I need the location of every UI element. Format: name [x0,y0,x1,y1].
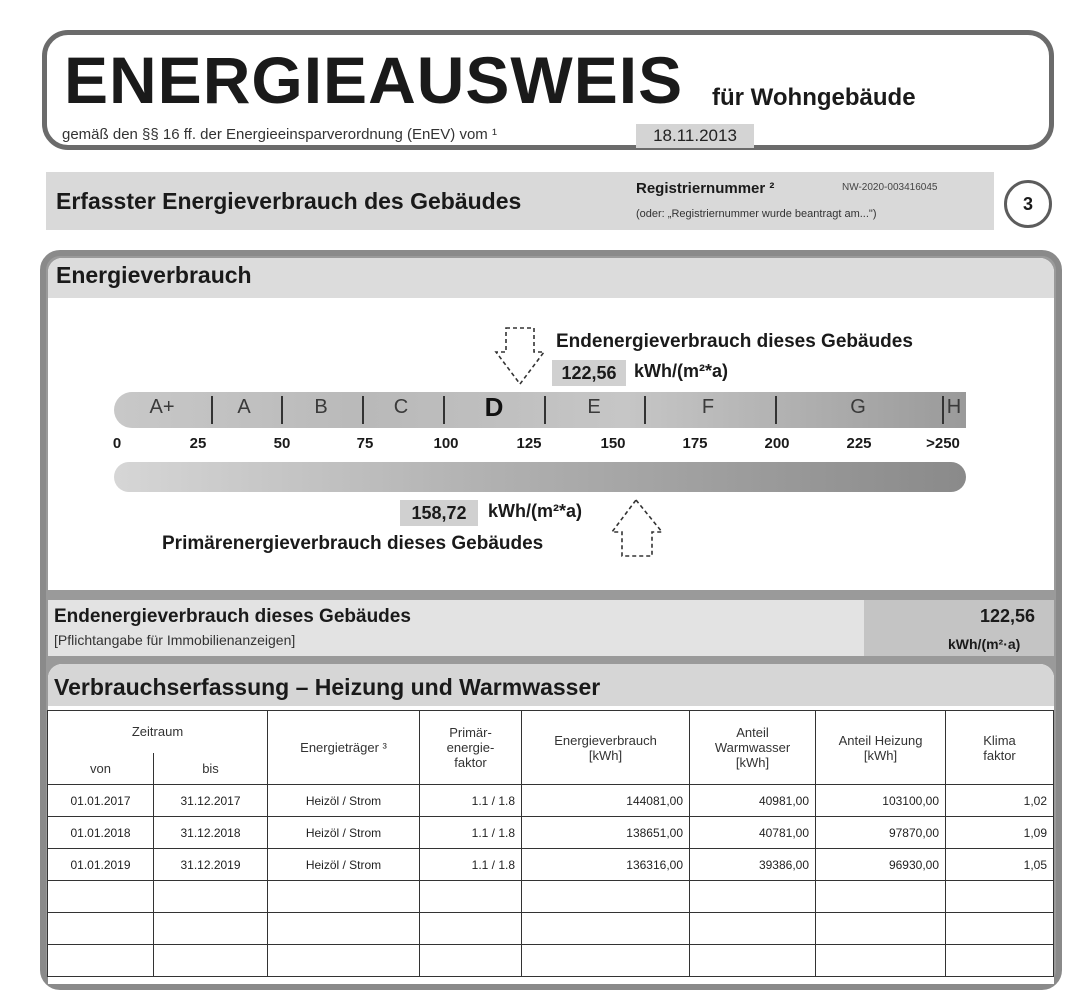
table-row [48,785,1054,817]
class-c: C [393,396,409,418]
consumption-title: Verbrauchserfassung – Heizung und Warmwasser [54,674,601,700]
class-h: H [946,396,962,418]
primary-energy-value: 158,72 [400,500,478,526]
primary-energy-label: Primärenergieverbrauch dieses Gebäudes [162,533,544,554]
end-energy-label: Endenergieverbrauch dieses Gebäudes [556,331,913,352]
primary-energy-unit: kWh/(m²*a) [488,501,582,521]
primary-energy-bar [114,462,966,492]
end-arrow-icon [494,326,546,388]
document-subtitle: für Wohngebäude [712,84,916,111]
empty-table-row [48,913,1054,945]
end-energy-unit: kWh/(m²*a) [634,361,728,381]
class-e: E [587,396,601,418]
scale-tick: 175 [682,435,708,452]
class-a: A [237,396,251,418]
header-zeitraum: Zeitraum [48,711,268,753]
scale-tick: 75 [356,435,374,452]
cell-traeger: Heizöl / Strom [268,849,420,881]
cell-verbrauch: 144081,00 [522,785,690,817]
mandatory-info-value: 122,56 [980,606,1036,626]
cell-klima: 1,09 [946,817,1054,849]
scale-tick: 100 [433,435,459,452]
cell-heizung: 96930,00 [816,849,946,881]
scale-tick: 225 [846,435,872,452]
scale-divider [211,396,213,424]
primary-arrow-icon [610,498,666,560]
cell-bis: 31.12.2017 [154,785,268,817]
header-bis: bis [154,753,268,785]
registration-note: (oder: „Registriernummer wurde beantragt am...") [636,208,877,220]
registration-label: Registriernummer ² [636,180,775,197]
scale-divider [544,396,546,424]
law-date: 18.11.2013 [636,124,754,148]
cell-verbrauch: 136316,00 [522,849,690,881]
header-warmwasser: Anteil Warmwasser [kWh] [690,711,816,785]
class-a-plus: A+ [149,396,175,418]
scale-divider [644,396,646,424]
scale-tick: 200 [764,435,790,452]
scale-tick: 25 [189,435,207,452]
scale-tick: 0 [112,435,122,452]
cell-warmwasser: 39386,00 [690,849,816,881]
header-energieverbrauch: Energieverbrauch [kWh] [522,711,690,785]
page-number: 3 [1004,180,1052,228]
table-row [48,817,1054,849]
mandatory-info-note: [Pflichtangabe für Immobilienanzeigen] [54,632,296,648]
scale-tick: 125 [516,435,542,452]
scale-divider [281,396,283,424]
empty-table-row [48,881,1054,913]
cell-von: 01.01.2018 [48,817,154,849]
class-f: F [701,396,715,418]
header-von: von [48,753,154,785]
header-energietraeger: Energieträger ³ [268,711,420,785]
cell-von: 01.01.2017 [48,785,154,817]
mandatory-info-unit: kWh/(m²·a) [948,636,1021,652]
end-energy-value: 122,56 [552,360,626,386]
scale-tick: 150 [600,435,626,452]
scale-divider [362,396,364,424]
cell-faktor: 1.1 / 1.8 [420,849,522,881]
header-heizung: Anteil Heizung [kWh] [816,711,946,785]
scale-tick: >250 [926,435,960,452]
empty-table-row [48,945,1054,977]
law-reference: gemäß den §§ 16 ff. der Energieeinsparverordnung (EnEV) vom ¹ [62,126,497,143]
cell-traeger: Heizöl / Strom [268,817,420,849]
section-title: Erfasster Energieverbrauch des Gebäudes [56,188,522,214]
cell-bis: 31.12.2019 [154,849,268,881]
cell-klima: 1,02 [946,785,1054,817]
cell-faktor: 1.1 / 1.8 [420,817,522,849]
header-primaerfaktor: Primär- energie- faktor [420,711,522,785]
cell-faktor: 1.1 / 1.8 [420,785,522,817]
class-d: D [484,392,504,422]
document-title: ENERGIEAUSWEIS [64,43,684,117]
cell-warmwasser: 40781,00 [690,817,816,849]
class-g: G [850,396,866,418]
cell-warmwasser: 40981,00 [690,785,816,817]
cell-klima: 1,05 [946,849,1054,881]
energy-title: Energieverbrauch [56,262,252,288]
cell-traeger: Heizöl / Strom [268,785,420,817]
cell-von: 01.01.2019 [48,849,154,881]
registration-number: NW-2020-003416045 [842,182,938,193]
table-row [48,849,1054,881]
cell-bis: 31.12.2018 [154,817,268,849]
scale-tick: 50 [273,435,291,452]
cell-verbrauch: 138651,00 [522,817,690,849]
scale-divider [775,396,777,424]
mandatory-info-title: Endenergieverbrauch dieses Gebäudes [54,606,411,627]
cell-heizung: 97870,00 [816,817,946,849]
class-b: B [314,396,328,418]
header-klimafaktor: Klima faktor [946,711,1054,785]
consumption-table [47,710,1054,977]
scale-divider [443,396,445,424]
cell-heizung: 103100,00 [816,785,946,817]
